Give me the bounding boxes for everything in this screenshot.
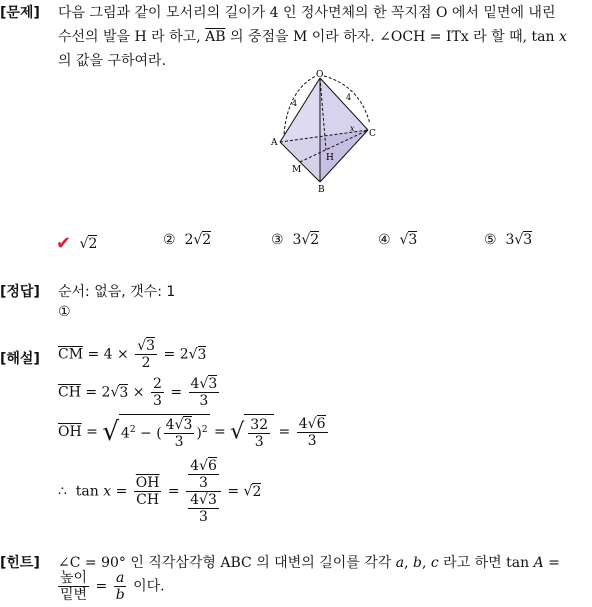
hint-base-label: 밑변	[60, 587, 88, 603]
label-m: M	[292, 165, 302, 175]
label-b: B	[318, 185, 325, 195]
choice-2[interactable]	[163, 232, 211, 248]
checkmark-icon: ✔	[56, 233, 72, 254]
choice-3-value: 3√2	[292, 232, 320, 248]
choice-1[interactable]	[58, 232, 97, 253]
answer-line-2: ①	[58, 304, 71, 320]
choice-4-number: ④	[378, 232, 391, 248]
label-edge-oa: 4	[292, 99, 298, 108]
label-c: C	[369, 129, 376, 139]
problem-line-2: 수선의 발을 H 라 하고, $\overline{AB}$ 의 중점을 M 이라 하자. ∠OCH = ITx 라 할 때, tan x	[58, 29, 567, 45]
label-o: O	[316, 70, 324, 80]
label-angle-x: x	[350, 124, 355, 133]
choice-3-number: ③	[271, 232, 284, 248]
section-problem-label: [문제]	[0, 5, 40, 21]
hint-line-2: $\frac{\text{높이}}{\text{밑변}}$ = $\frac{a}{b}$ 이다.	[60, 570, 165, 603]
choice-2-value: 2√2	[184, 232, 212, 248]
choice-2-number: ②	[163, 232, 176, 248]
solution-cm: $\overline{CM} = 4$ × $\frac{√3}{2}$ = 2√3	[58, 338, 207, 371]
choice-5-number: ⑤	[484, 232, 497, 248]
problem-line-1: 다음 그림과 같이 모서리의 길이가 4 인 정사면체의 한 꼭지점 O 에서 밑면에 내린	[58, 5, 556, 21]
choice-5-value: 3√3	[505, 232, 533, 248]
hint-height-label: 높이	[60, 570, 88, 586]
problem-line-3: 의 값을 구하여라.	[58, 53, 167, 69]
hint-line-1: ∠C = 90° 인 직각삼각형 ABC 의 대변의 길이를 각각 a, b, c 라고 하면 tan A =	[58, 555, 560, 571]
answer-line-1: 순서: 없음, 갯수: 1	[58, 284, 176, 300]
choice-3[interactable]	[271, 232, 319, 248]
choice-5[interactable]	[484, 232, 532, 248]
solution-oh: $\overline{OH}$ = √ $4^2$ − ( $\frac{4√3}{3}$ )$^2$ = √ $\frac{32}{3}$ = $\frac{4√6}{3}$	[58, 415, 326, 450]
section-hint-label: [힌트]	[0, 555, 40, 571]
choice-1-value: √2	[79, 236, 98, 252]
label-a: A	[271, 138, 278, 148]
label-h: H	[326, 153, 334, 163]
solution-ch: $\overline{CH} = 2√3$ × $\frac{2}{3}$ = $\frac{4√3}{3}$	[58, 376, 218, 409]
solution-tan: ∴ tan x = $\frac{\overline{OH}}{CH}$ = $\frac{\frac{4√6}{3}}{\frac{4√3}{3}}$ = √2	[58, 458, 262, 525]
section-solution-label: [해설]	[0, 351, 40, 367]
tetrahedron-figure	[270, 68, 380, 196]
label-edge-oc: 4	[346, 93, 352, 102]
choice-4-value: √3	[399, 232, 418, 248]
section-answer-label: [정답]	[0, 284, 40, 300]
choice-4[interactable]	[378, 232, 417, 248]
